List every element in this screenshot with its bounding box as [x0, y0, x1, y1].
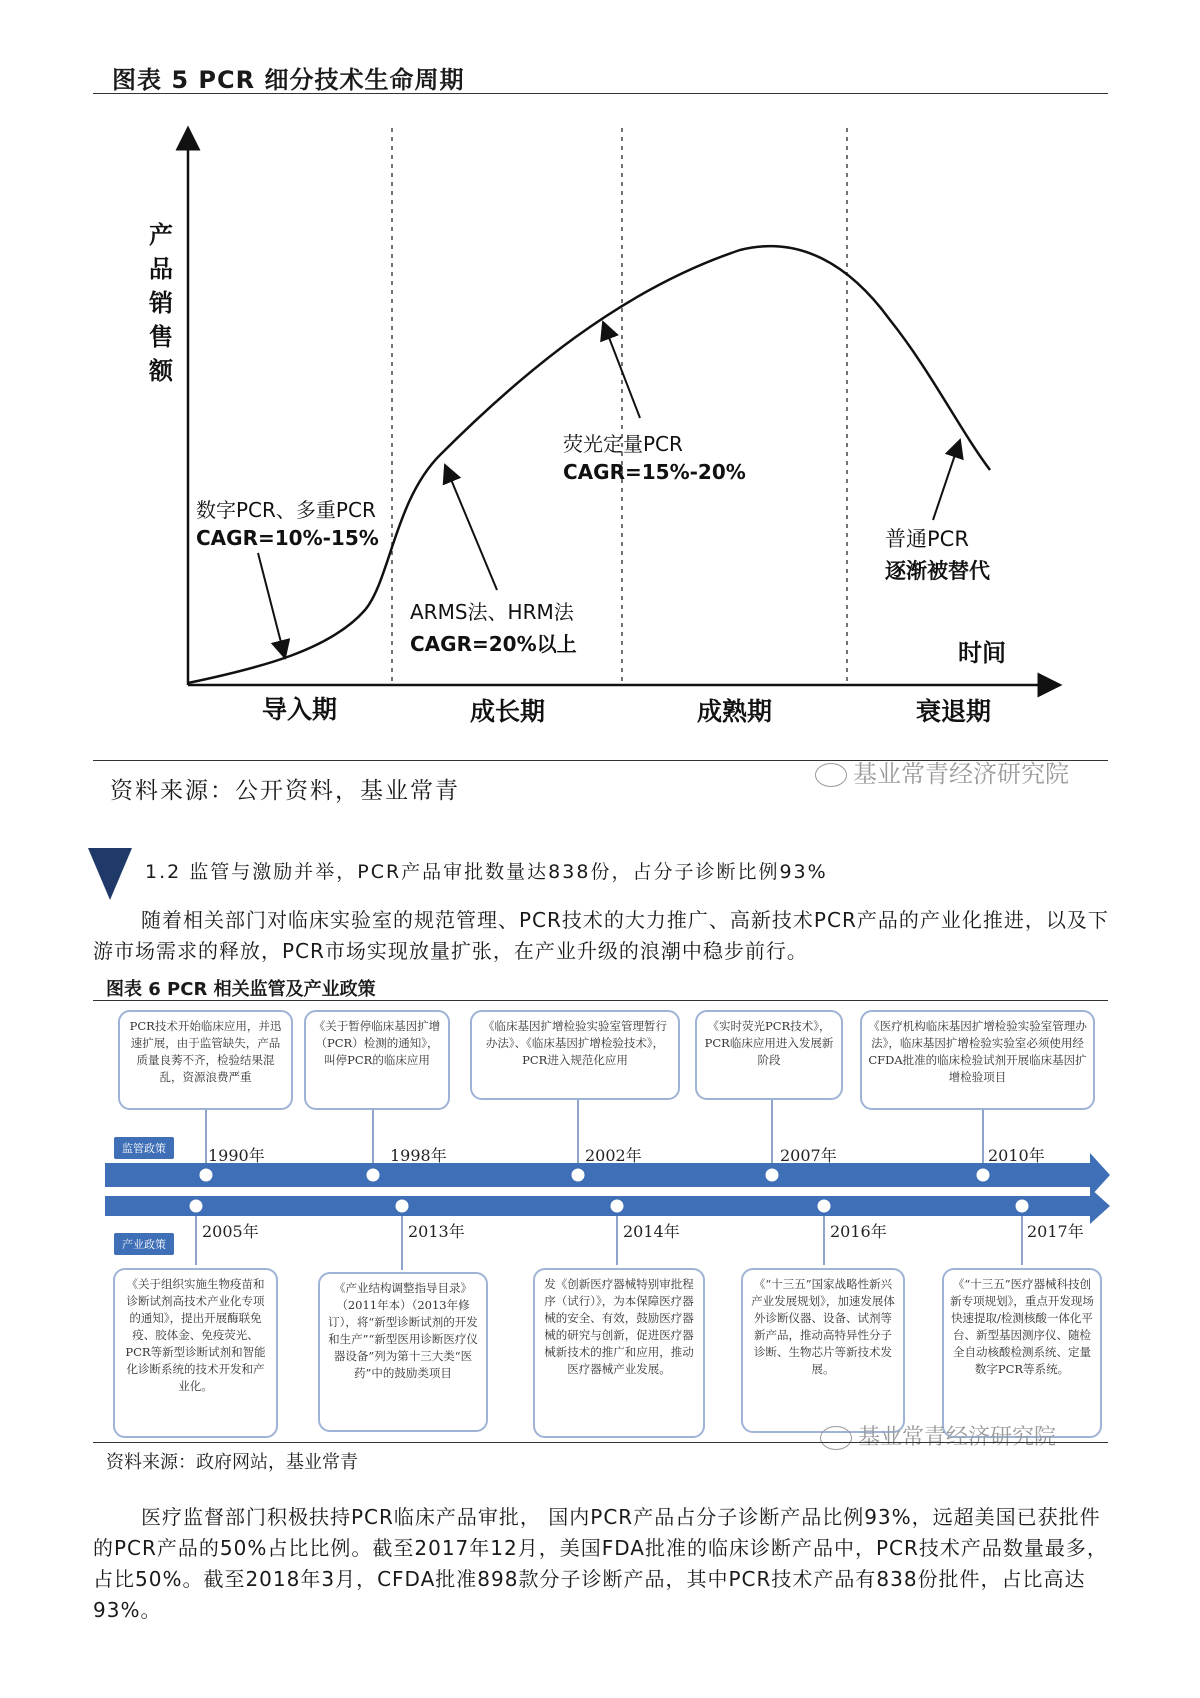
year-label: 2013年 — [408, 1222, 465, 1241]
year-label: 2017年 — [1027, 1222, 1084, 1241]
annotation-label: CAGR=15%-20% — [563, 460, 746, 484]
timeline-dot — [571, 1168, 585, 1182]
figure5-title: 图表 5 PCR 细分技术生命周期 — [112, 66, 465, 94]
timeline-dot — [817, 1199, 831, 1213]
annotation-label: ARMS法、HRM法 — [410, 600, 574, 624]
annotation-label: 逐渐被替代 — [885, 559, 990, 583]
source-note: 资料来源：公开资料，基业常青 — [110, 778, 460, 804]
watermark: 基业常青经济研究院 — [820, 1420, 1056, 1451]
year-label: 2010年 — [988, 1146, 1045, 1165]
annotation-label: 数字PCR、多重PCR — [196, 498, 376, 522]
year-label: 2014年 — [623, 1222, 680, 1241]
policy-box: PCR技术开始临床应用，并迅速扩展，由于监管缺失，产品质量良莠不齐，检验结果混乱，资源浪费严重 — [118, 1010, 293, 1110]
timeline-dot — [976, 1168, 990, 1182]
divider — [93, 1442, 1108, 1443]
timeline-dot — [189, 1199, 203, 1213]
annotation-label: CAGR=10%-15% — [196, 526, 379, 550]
policy-box: 《“十三五”医疗器械科技创新专项规划》，重点开发现场快速提取/检测核酸一体化平台、新型基因测序仪、随检全自动核酸检测系统、定量数字PCR等系统。 — [942, 1268, 1102, 1438]
timeline-dot — [395, 1199, 409, 1213]
timeline-dot — [199, 1168, 213, 1182]
wechat-icon — [820, 1426, 852, 1450]
phase-label: 衰退期 — [916, 697, 992, 726]
timeline-dot — [366, 1168, 380, 1182]
body-paragraph: 随着相关部门对临床实验室的规范管理、PCR技术的大力推广、高新技术PCR产品的产业化推进，以及下游市场需求的释放，PCR市场实现放量扩张，在产业升级的浪潮中稳步前行。 — [93, 908, 1109, 963]
policy-box: 《临床基因扩增检验实验室管理暂行办法》、《临床基因扩增检验技术》，PCR进入规范化应用 — [470, 1010, 680, 1100]
year-label: 2002年 — [585, 1146, 642, 1165]
industry-tag: 产业政策 — [114, 1233, 174, 1255]
year-label: 1998年 — [390, 1146, 447, 1165]
policy-box: 发《创新医疗器械特别审批程序（试行）》，为本保障医疗器械的安全、有效，鼓励医疗器械的研究与创新，促进医疗器械新技术的推广和应用，推动医疗器械产业发展。 — [533, 1268, 705, 1438]
y-axis-label: 产 品 销 售 额 — [149, 221, 173, 385]
watermark: 基业常青经济研究院 — [815, 754, 1069, 789]
timeline-dot — [610, 1199, 624, 1213]
year-label: 2007年 — [780, 1146, 837, 1165]
annotation-label: 荧光定量PCR — [563, 432, 683, 456]
policy-box: 《产业结构调整指导目录》（2011年本）（2013年修订），将“新型诊断试剂的开发和生产”“新型医用诊断医疗仪器设备”列为第十三大类“医药”中的鼓励类项目 — [318, 1272, 488, 1432]
regulation-tag: 监管政策 — [114, 1137, 174, 1159]
body-paragraph: 医疗监督部门积极扶持PCR临床产品审批， 国内PCR产品占分子诊断产品比例93%，远超美国已获批件的PCR产品的50%占比比例。截至2017年12月，美国FDA批准的临床诊断产品中，PCR技术产品数量最多，占比50%。截至2018年3月，CFDA批准898款分子诊断产品，其中PCR技术产品有838份批件，占比高达93%。 — [93, 1505, 1108, 1622]
source-note: 资料来源：政府网站，基业常青 — [106, 1452, 358, 1473]
year-label: 1990年 — [208, 1146, 265, 1165]
annotation-label: 普通PCR — [885, 527, 969, 551]
timeline-dot — [1015, 1199, 1029, 1213]
phase-label: 导入期 — [262, 695, 338, 724]
policy-box: 《“十三五”国家战略性新兴产业发展规划》，加速发展体外诊断仪器、设备、试剂等新产品，推动高特异性分子诊断、生物芯片等新技术发展。 — [741, 1268, 905, 1433]
policy-box: 《关于组织实施生物疫苗和诊断试剂高技术产业化专项的通知》，提出开展酶联免疫、胶体金、免疫荧光、PCR等新型诊断试剂和智能化诊断系统的技术开发和产业化。 — [113, 1268, 278, 1438]
figure6-title: 图表 6 PCR 相关监管及产业政策 — [106, 979, 376, 1000]
annotation-label: CAGR=20%以上 — [410, 632, 577, 656]
phase-label: 成熟期 — [697, 697, 773, 726]
x-axis-label: 时间 — [958, 639, 1006, 667]
year-label: 2016年 — [830, 1222, 887, 1241]
policy-box: 《医疗机构临床基因扩增检验实验室管理办法》，临床基因扩增检验实验室必须使用经CFDA批准的临床检验试剂开展临床基因扩增检验项目 — [860, 1010, 1095, 1110]
timeline-dot — [765, 1168, 779, 1182]
policy-box: 《关于暂停临床基因扩增（PCR）检测的通知》，叫停PCR的临床应用 — [304, 1010, 450, 1110]
policy-box: 《实时荧光PCR技术》，PCR临床应用进入发展新阶段 — [695, 1010, 843, 1100]
phase-label: 成长期 — [470, 697, 546, 726]
section-heading: 1.2 监管与激励并举，PCR产品审批数量达838份，占分子诊断比例93% — [145, 861, 828, 883]
year-label: 2005年 — [202, 1222, 259, 1241]
